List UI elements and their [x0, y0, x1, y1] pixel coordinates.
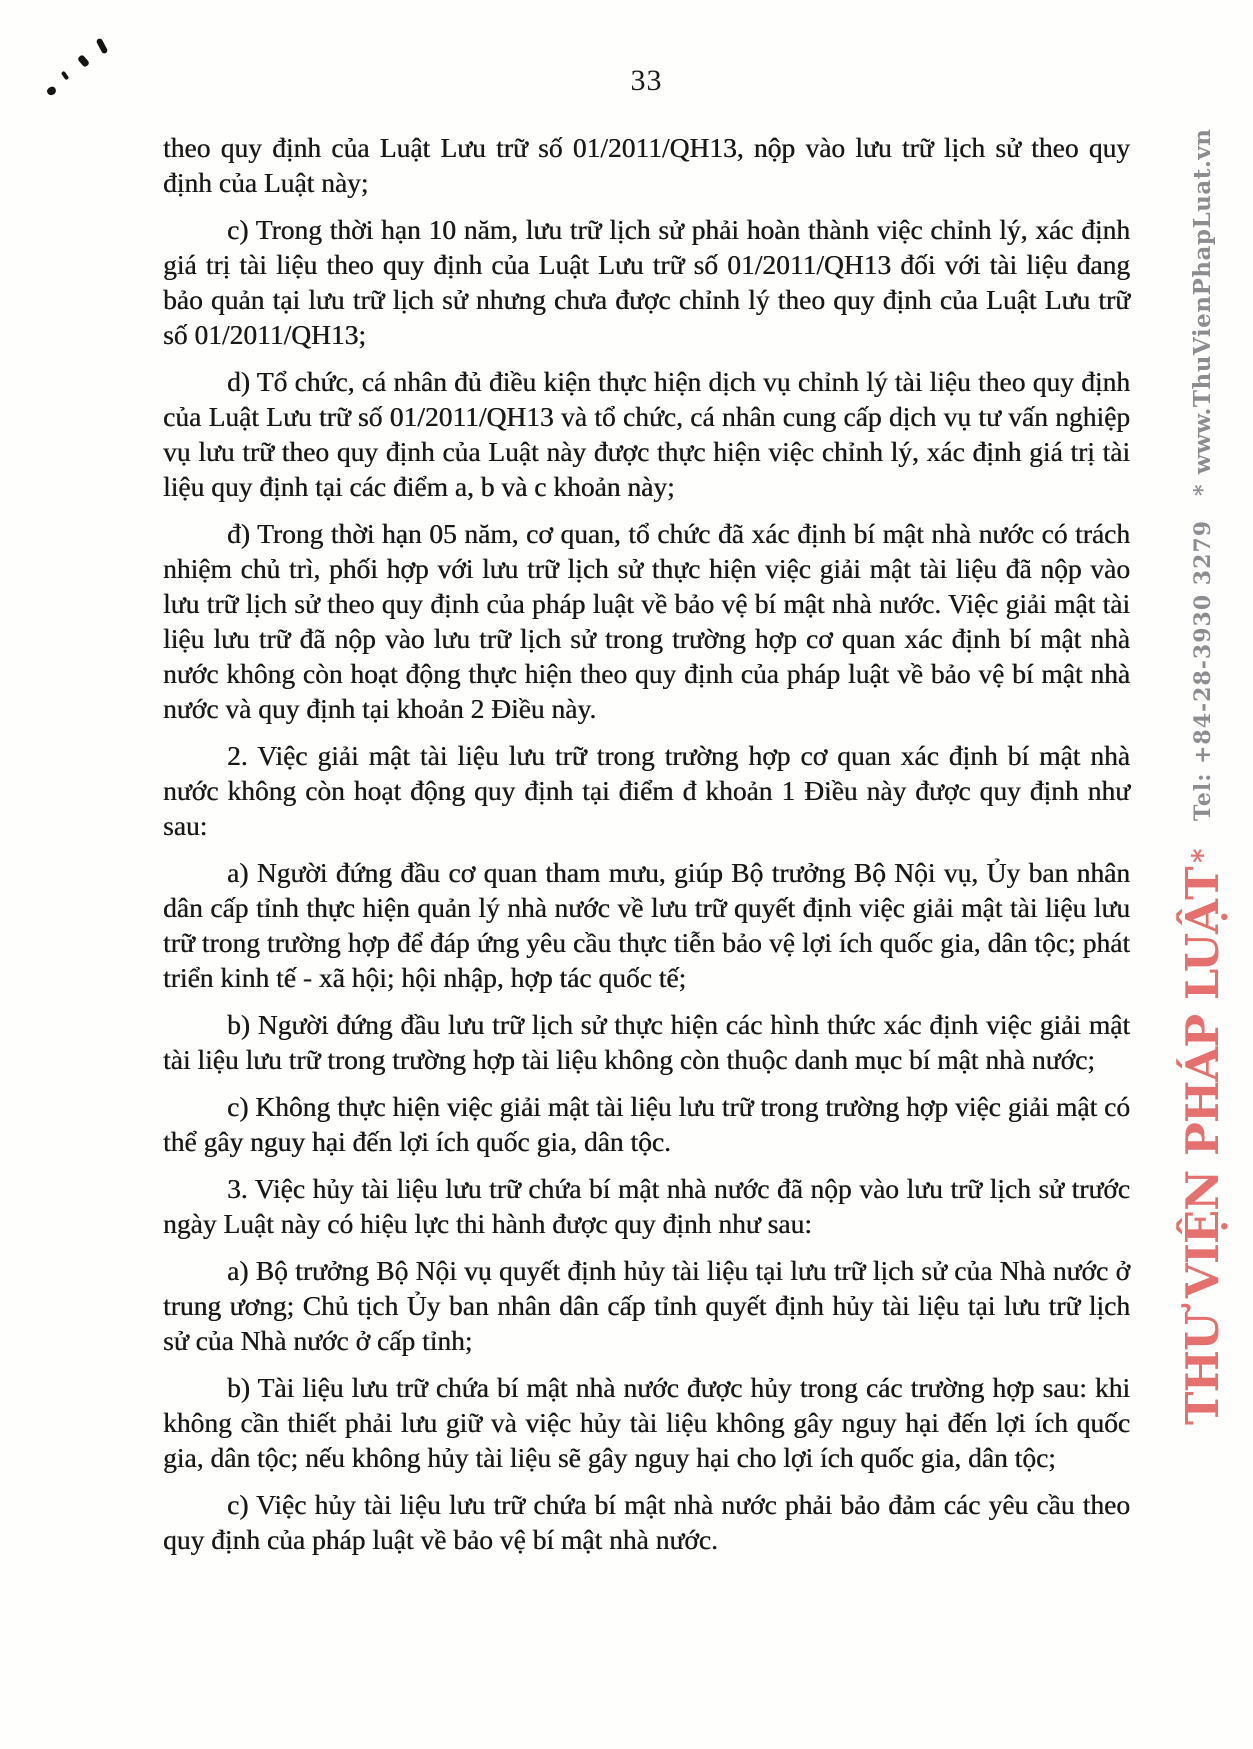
body-paragraph-point-b2: b) Người đứng đầu lưu trữ lịch sử thực hiện các hình thức xác định việc giải mật tài liệu lưu trữ trong trường hợp tài liệu không còn thuộc danh mục bí mật nhà nước;	[163, 1009, 1130, 1075]
ink-speck	[46, 86, 57, 97]
body-paragraph-point-a3: a) Bộ trưởng Bộ Nội vụ quyết định hủy tài liệu tại lưu trữ lịch sử của Nhà nước ở trung ương; Chủ tịch Ủy ban nhân dân cấp tỉnh quyết định hủy tài liệu tại lưu trữ lịch sử của Nhà nước ở cấp tỉnh;	[163, 1255, 1130, 1356]
thuvienphapluat-watermark	[1155, 128, 1251, 1425]
ink-speck	[77, 54, 90, 68]
body-paragraph-point-a2: a) Người đứng đầu cơ quan tham mưu, giúp Bộ trưởng Bộ Nội vụ, Ủy ban nhân dân cấp tỉnh thực hiện quản lý nhà nước về lưu trữ quyết định việc giải mật tài liệu lưu trữ trong trường hợp để đáp ứng yêu cầu thực tiễn bảo vệ lợi ích quốc gia, dân tộc; phát triển kinh tế - xã hội; hội nhập, hợp tác quốc tế;	[163, 857, 1130, 993]
ink-speck	[61, 71, 69, 81]
body-paragraph-point-dd: đ) Trong thời hạn 05 năm, cơ quan, tổ chức đã xác định bí mật nhà nước có trách nhiệm chủ trì, phối hợp với lưu trữ lịch sử thực hiện việc giải mật tài liệu đã nộp vào lưu trữ lịch sử theo quy định của pháp luật về bảo vệ bí mật nhà nước. Việc giải mật tài liệu lưu trữ đã nộp vào lưu trữ lịch sử trong trường hợp cơ quan xác định bí mật nhà nước không còn hoạt động thực hiện theo quy định của pháp luật về bảo vệ bí mật nhà nước và quy định tại khoản 2 Điều này.	[163, 518, 1130, 724]
watermark-asterisk: *	[1186, 848, 1219, 864]
body-paragraph-clause-2: 2. Việc giải mật tài liệu lưu trữ trong trường hợp cơ quan xác định bí mật nhà nước không còn hoạt động quy định tại điểm đ khoản 1 Điều này được quy định như sau:	[163, 740, 1130, 841]
body-paragraph-continuation: theo quy định của Luật Lưu trữ số 01/2011/QH13, nộp vào lưu trữ lịch sử theo quy định của Luật này;	[163, 132, 1130, 198]
watermark-website: www.ThuVienPhapLuat.vn	[1189, 128, 1216, 475]
body-paragraph-point-c2: c) Không thực hiện việc giải mật tài liệu lưu trữ trong trường hợp việc giải mật có thể gây nguy hại đến lợi ích quốc gia, dân tộc.	[163, 1091, 1130, 1157]
page-number: 33	[630, 64, 663, 97]
body-paragraph-clause-3: 3. Việc hủy tài liệu lưu trữ chứa bí mật nhà nước đã nộp vào lưu trữ lịch sử trước ngày Luật này có hiệu lực thi hành được quy định như sau:	[163, 1173, 1130, 1239]
watermark-brand-text: THƯ VIỆN PHÁP LUẬT	[1176, 867, 1229, 1425]
body-paragraph-point-c1: c) Trong thời hạn 10 năm, lưu trữ lịch sử phải hoàn thành việc chỉnh lý, xác định giá trị tài liệu theo quy định của Luật Lưu trữ số 01/2011/QH13 đối với tài liệu đang bảo quản tại lưu trữ lịch sử nhưng chưa được chỉnh lý theo quy định của Luật Lưu trữ số 01/2011/QH13;	[163, 214, 1130, 350]
ink-speck	[96, 38, 109, 55]
body-paragraph-point-c3: c) Việc hủy tài liệu lưu trữ chứa bí mật nhà nước phải bảo đảm các yêu cầu theo quy định của pháp luật về bảo vệ bí mật nhà nước.	[163, 1489, 1130, 1555]
document-body	[163, 130, 1130, 1569]
watermark-separator: *	[1190, 484, 1216, 496]
body-paragraph-point-b3: b) Tài liệu lưu trữ chứa bí mật nhà nước được hủy trong các trường hợp sau: khi không cần thiết phải lưu giữ và việc hủy tài liệu không gây nguy hại đến lợi ích quốc gia, dân tộc; nếu không hủy tài liệu sẽ gây nguy hại cho lợi ích quốc gia, dân tộc;	[163, 1372, 1130, 1473]
body-paragraph-point-d: d) Tổ chức, cá nhân đủ điều kiện thực hiện dịch vụ chỉnh lý tài liệu theo quy định của Luật Lưu trữ số 01/2011/QH13 và tổ chức, cá nhân cung cấp dịch vụ tư vấn nghiệp vụ lưu trữ theo quy định của Luật này được thực hiện việc chỉnh lý, xác định giá trị tài liệu quy định tại các điểm a, b và c khoản này;	[163, 366, 1130, 502]
watermark-phone: Tel: +84-28-3930 3279	[1190, 519, 1216, 821]
